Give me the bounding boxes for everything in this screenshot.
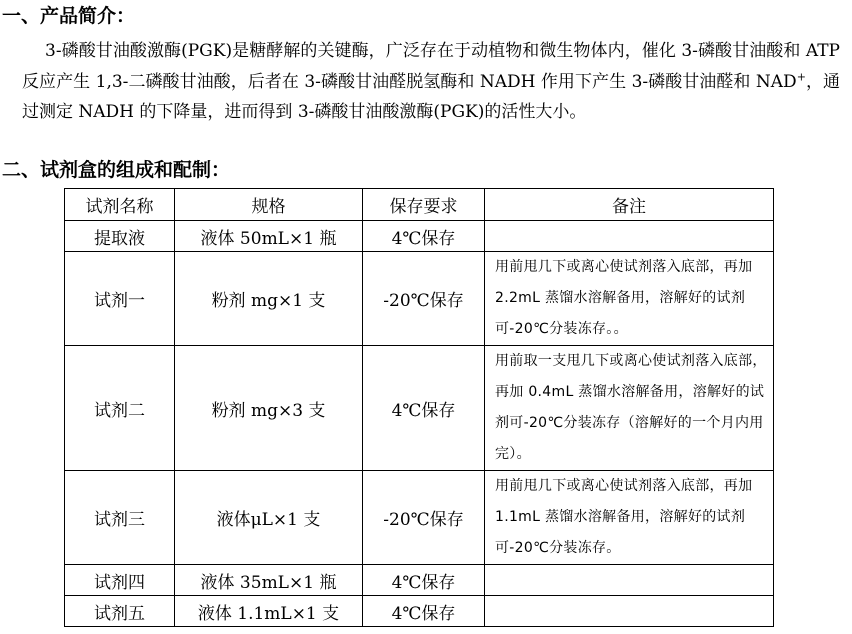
- header-storage: 保存要求: [363, 189, 485, 221]
- kit-composition-heading: 二、试剂盒的组成和配制：: [2, 159, 231, 181]
- specification-cell: 液体μL×1 支: [175, 471, 363, 565]
- intro-text-tail: ，通过测定 NADH 的下降量，进而得到 3-磷酸甘油酸激酶(PGK)的活性大小。: [22, 71, 840, 122]
- header-notes: 备注: [485, 189, 774, 221]
- table-row: [65, 596, 774, 627]
- intro-text-main: 3-磷酸甘油酸激酶(PGK)是糖酵解的关键酶，广泛存在于动植物和微生物体内，催化 3-磷酸甘油酸和 ATP 反应产生 1,3-二磷酸甘油酸，后者在 3-磷酸甘油醛脱氢酶和 NADH 作用下产生 3-磷酸甘油醛和 NAD: [22, 41, 840, 92]
- reagent-name-cell: 试剂一: [65, 252, 175, 346]
- reagent-name-cell: 试剂三: [65, 471, 175, 565]
- table-row: [65, 252, 774, 346]
- storage-cell: 4℃保存: [363, 596, 485, 627]
- intro-superscript-plus: +: [796, 69, 806, 83]
- kit-composition-table: [64, 188, 774, 627]
- storage-cell: 4℃保存: [363, 221, 485, 252]
- product-intro-heading: 一、产品简介：: [2, 5, 136, 27]
- header-reagent-name: 试剂名称: [65, 189, 175, 221]
- notes-cell: [485, 565, 774, 596]
- storage-cell: 4℃保存: [363, 565, 485, 596]
- header-specification: 规格: [175, 189, 363, 221]
- specification-cell: 液体 1.1mL×1 支: [175, 596, 363, 627]
- specification-cell: 粉剂 mg×1 支: [175, 252, 363, 346]
- notes-cell: 用前取一支甩几下或离心使试剂落入底部，再加 0.4mL 蒸馏水溶解备用，溶解好的试剂可-20℃分装冻存（溶解好的一个月内用完）。: [485, 346, 774, 471]
- table-row: [65, 346, 774, 471]
- table-row: [65, 471, 774, 565]
- specification-cell: 液体 50mL×1 瓶: [175, 221, 363, 252]
- notes-cell: [485, 221, 774, 252]
- reagent-name-cell: 提取液: [65, 221, 175, 252]
- storage-cell: -20℃保存: [363, 252, 485, 346]
- storage-cell: -20℃保存: [363, 471, 485, 565]
- table-row: [65, 221, 774, 252]
- product-intro-paragraph: [22, 36, 840, 128]
- notes-cell: 用前甩几下或离心使试剂落入底部，再加 2.2mL 蒸馏水溶解备用，溶解好的试剂可-20℃分装冻存。。: [485, 252, 774, 346]
- reagent-name-cell: 试剂二: [65, 346, 175, 471]
- table-header-row: [65, 189, 774, 221]
- table-row: [65, 565, 774, 596]
- notes-cell: 用前甩几下或离心使试剂落入底部，再加 1.1mL 蒸馏水溶解备用，溶解好的试剂可-20℃分装冻存。: [485, 471, 774, 565]
- storage-cell: 4℃保存: [363, 346, 485, 471]
- reagent-name-cell: 试剂五: [65, 596, 175, 627]
- reagent-name-cell: 试剂四: [65, 565, 175, 596]
- specification-cell: 粉剂 mg×3 支: [175, 346, 363, 471]
- specification-cell: 液体 35mL×1 瓶: [175, 565, 363, 596]
- notes-cell: [485, 596, 774, 627]
